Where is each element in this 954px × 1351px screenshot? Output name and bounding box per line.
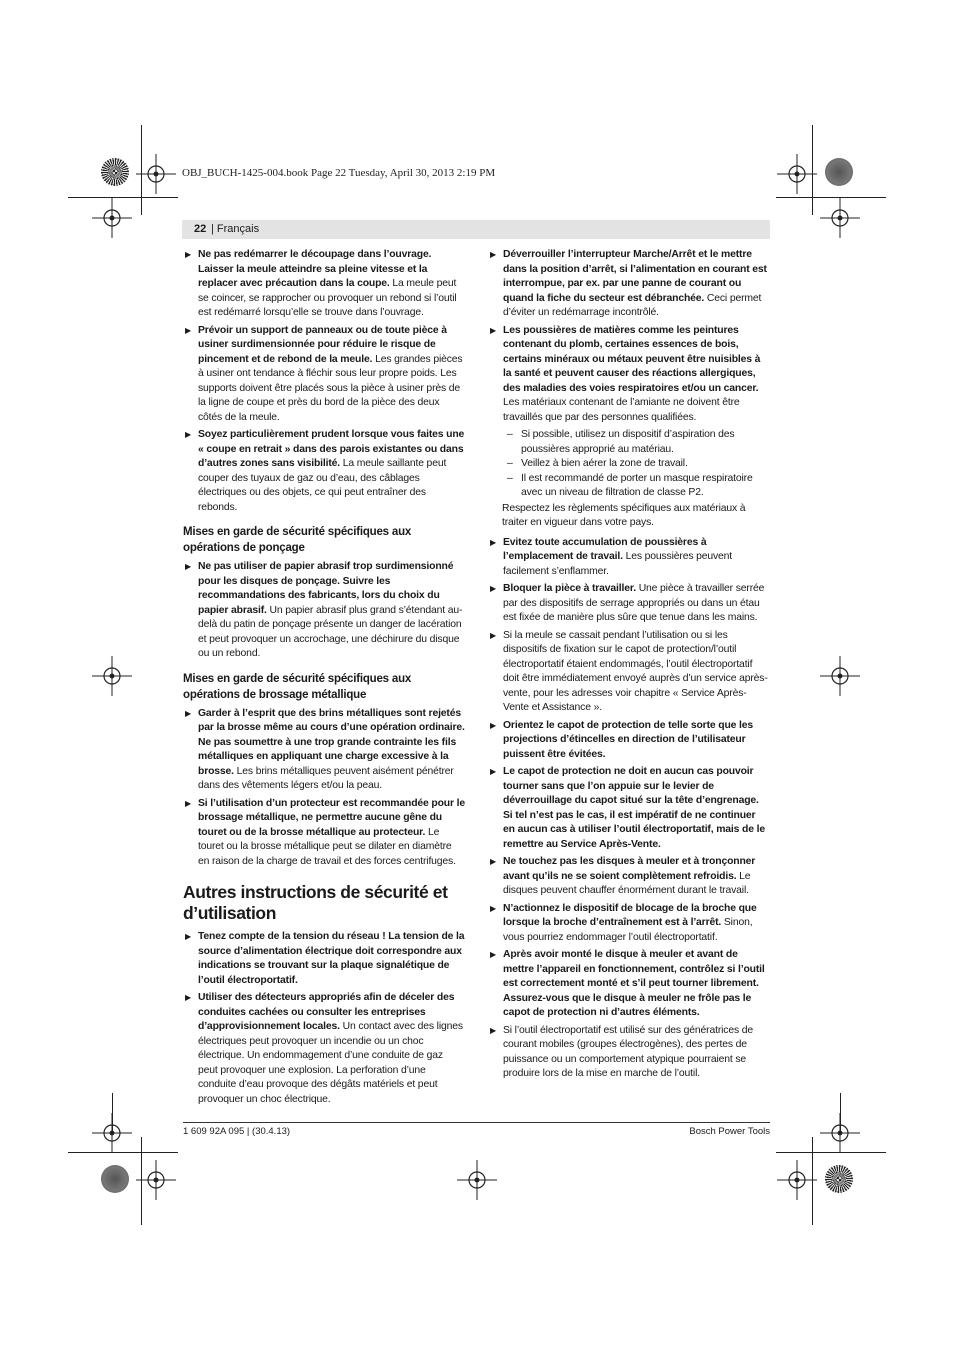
triangle-bullet-icon: ▶ xyxy=(185,993,192,1002)
item-text: Sinon, vous pourriez endommager l’outil électroportatif. xyxy=(503,917,753,943)
list-group xyxy=(488,536,770,1082)
list-group xyxy=(183,248,465,515)
item-text: La meule peut se coincer, se rapprocher ou provoquer un rebond si l’outil est redémarré lorsqu’elle se trouve dans l’ouvrage. xyxy=(198,278,457,318)
item-text: Les poussières peuvent facilement s’enflammer. xyxy=(503,551,733,577)
heading-other-instructions: Autres instructions de sécurité et d’utilisation xyxy=(183,882,448,923)
page-header-bar xyxy=(182,220,770,239)
registration-crosshair-icon xyxy=(777,154,817,194)
triangle-bullet-icon: ▶ xyxy=(185,250,192,259)
triangle-bullet-icon: ▶ xyxy=(490,903,497,913)
registration-crosshair-icon xyxy=(777,1160,817,1200)
triangle-bullet-icon: ▶ xyxy=(185,325,192,335)
dash-item: – Veillez à bien aérer la zone de travail. xyxy=(507,458,688,469)
list-group xyxy=(183,560,465,662)
list-item xyxy=(183,248,465,321)
list-item xyxy=(488,582,770,626)
material-note: Respectez les règlements spécifiques aux matériaux à traiter en vigueur dans votre pays. xyxy=(502,502,746,528)
item-bold-text: N’actionnez le dispositif de blocage de la broche que lorsque la broche d’entraînement est à l’arrêt. xyxy=(503,902,757,928)
registration-crosshair-icon xyxy=(457,1160,497,1200)
list-item xyxy=(488,1024,770,1082)
heading-sanding: Mises en garde de sécurité spécifiques aux opérations de ponçage xyxy=(183,526,412,554)
item-text: Le touret ou la brosse métallique peut se dilater en diamètre en raison de la charge de travail et des forces centrifuges. xyxy=(198,826,456,867)
color-wheel-icon xyxy=(101,1165,129,1193)
list-item xyxy=(183,324,465,426)
list-item xyxy=(488,248,770,321)
item-text: Le disques peuvent chauffer énormément durant le travail. xyxy=(503,870,751,896)
item-bold-text: Après avoir monté le disque à meuler et avant de mettre l’appareil en fonctionnement, contrôlez si l’outil est correctement monté et s’il peut tourner librement. Assurez-vous que le disque à meuler ne frôle pas le capot de protection ni d’autres éléments. xyxy=(503,949,765,1018)
list-item xyxy=(488,629,770,716)
color-wheel-icon xyxy=(825,158,853,186)
registration-crosshair-icon xyxy=(92,198,132,238)
list-item xyxy=(183,930,465,988)
item-bold-text: Ne pas utiliser de papier abrasif trop surdimensionné pour les disques de ponçage. Suivre les recommandations des fabricants, lors du choix du papier abrasif. xyxy=(198,561,454,616)
triangle-bullet-icon: ▶ xyxy=(490,950,497,959)
registration-crosshair-icon xyxy=(92,1113,132,1153)
item-text: Les grandes pièces à usiner ont tendance à fléchir sous leur propre poids. Les supports doivent être placés sous la pièce à usiner près de la ligne de coupe et près du bord de la pièce des deux côtés de la meule. xyxy=(198,353,463,423)
left-column xyxy=(183,248,465,1110)
list-item xyxy=(488,536,770,580)
footer-document-number: 1 609 92A 095 | (30.4.13) xyxy=(183,1126,291,1137)
item-text: Un contact avec des lignes électriques peut provoquer un incendie ou un choc électrique. Un endommagement d’une conduite de gaz peut provoquer une explosion. La perforation d’une conduite d’eau provoque des dégâts matériels et peut provoquer un choc électrique. xyxy=(198,1021,463,1105)
registration-crosshair-icon xyxy=(136,1160,176,1200)
item-bold-text: Prévoir un support de panneaux ou de toute pièce à usiner surdimensionnée pour réduire le risque de pincement et de rebond de la meule. xyxy=(198,324,447,365)
triangle-bullet-icon: ▶ xyxy=(185,798,192,808)
page-number: 22 xyxy=(194,223,207,235)
registration-crosshair-icon xyxy=(136,154,176,194)
registration-crosshair-icon xyxy=(820,198,860,238)
item-bold-text: Garder à l’esprit que des brins métalliques sont rejetés par la brosse même au cours d’une opération ordinaire. Ne pas soumettre à une trop grande contrainte les fils métalliques en appliquant une charge excessive à la brosse. xyxy=(198,707,465,777)
color-wheel-icon xyxy=(101,158,129,186)
triangle-bullet-icon: ▶ xyxy=(490,537,497,547)
dash-item: – Il est recommandé de porter un masque respiratoire avec un niveau de filtration de classe P2. xyxy=(507,472,753,498)
footer-rule xyxy=(183,1122,770,1123)
right-column xyxy=(488,248,770,1085)
triangle-bullet-icon: ▶ xyxy=(185,430,192,439)
list-group xyxy=(488,248,770,425)
heading-brushing: Mises en garde de sécurité spécifiques aux opérations de brossage métallique xyxy=(183,672,412,701)
list-item xyxy=(488,855,770,899)
list-item xyxy=(183,991,465,1107)
triangle-bullet-icon: ▶ xyxy=(490,767,497,776)
item-bold-text: Utiliser des détecteurs appropriés afin de déceler des conduites cachées ou consulter les entreprises d’approvisionnement locales. xyxy=(198,992,455,1032)
triangle-bullet-icon: ▶ xyxy=(185,708,192,718)
book-header: OBJ_BUCH-1425-004.book Page 22 Tuesday, April 30, 2013 2:19 PM xyxy=(182,167,496,179)
footer-brand: Bosch Power Tools xyxy=(689,1126,770,1137)
item-bold-text: Si l’utilisation d’un protecteur est recommandée pour le brossage métallique, ne permettre aucune gêne du touret ou de la brosse métallique au protecteur. xyxy=(198,797,466,838)
item-text: Les matériaux contenant de l’amiante ne doivent être travaillés que par des personnes qualifiées. xyxy=(503,397,740,423)
item-bold-text: Ne touchez pas les disques à meuler et à tronçonner avant qu’ils ne se soient complètement refroidis. xyxy=(503,856,756,882)
triangle-bullet-icon: ▶ xyxy=(185,562,192,571)
dash-item: – Si possible, utilisez un dispositif d’aspiration des poussières approprié au matériau. xyxy=(507,429,735,455)
item-text: La meule saillante peut couper des tuyaux de gaz ou d’eau, des câblages électriques ou des objets, ce qui peut entraîner des rebonds. xyxy=(198,458,447,513)
list-group xyxy=(183,707,465,870)
triangle-bullet-icon: ▶ xyxy=(490,857,497,866)
item-bold-text: Le capot de protection ne doit en aucun cas pouvoir tourner sans que l’on appuie sur le levier de déverrouillage du capot situé sur la tête d’engrenage. Si tel n’est pas le cas, il est impératif de ne continuer en aucun cas à utiliser l’outil électroportatif, mais de le remettre au Service Après-Vente. xyxy=(503,766,765,850)
triangle-bullet-icon: ▶ xyxy=(490,1025,497,1035)
triangle-bullet-icon: ▶ xyxy=(490,630,497,640)
triangle-bullet-icon: ▶ xyxy=(185,932,192,941)
triangle-bullet-icon: ▶ xyxy=(490,250,497,259)
list-item xyxy=(488,948,770,1021)
item-bold-text: Bloquer la pièce à travailler. xyxy=(503,583,636,594)
item-text: Un papier abrasif plus grand s’étendant au-delà du patin de ponçage présente un danger de lacération et peut provoquer un accrochage, une déchirure du disque ou un rebond. xyxy=(198,604,463,659)
item-text: Une pièce à travailler serrée par des dispositifs de serrage appropriés ou dans un étau est fixée de manière plus sûre que tenue dans les mains. xyxy=(503,583,765,623)
registration-crosshair-icon xyxy=(92,656,132,696)
list-item xyxy=(488,902,770,946)
triangle-bullet-icon: ▶ xyxy=(490,584,497,593)
list-item xyxy=(488,765,770,852)
item-bold-text: Orientez le capot de protection de telle sorte que les projections d’étincelles en direction de l’utilisateur puissent être évitées. xyxy=(503,719,753,760)
item-bold-text: Les poussières de matières comme les peintures contenant du plomb, certaines essences de bois, certains minéraux ou métaux peuvent être nuisibles à la santé et peuvent causer des réactions allergiques, des maladies des voies respiratoires et/ou un cancer. xyxy=(503,324,761,394)
item-bold-text: Déverrouiller l’interrupteur Marche/Arrêt et le mettre dans la position d’arrêt, si l’alimentation en courant est interrompue, par ex. par une panne de courant ou quand la fiche du secteur est débranchée. xyxy=(503,249,767,304)
item-bold-text: Ne pas redémarrer le découpage dans l’ouvrage. Laisser la meule atteindre sa pleine vitesse et la replacer avec précaution dans la coupe. xyxy=(198,249,432,289)
registration-crosshair-icon xyxy=(820,656,860,696)
list-item xyxy=(183,797,465,870)
list-item xyxy=(183,428,465,515)
color-wheel-icon xyxy=(825,1165,853,1193)
list-item xyxy=(183,560,465,662)
item-bold-text: Evitez toute accumulation de poussières à l’emplacement de travail. xyxy=(503,536,707,562)
triangle-bullet-icon: ▶ xyxy=(490,720,497,730)
list-group xyxy=(183,930,465,1107)
list-item xyxy=(488,719,770,763)
list-item xyxy=(183,707,465,794)
section-language: | Français xyxy=(211,223,260,235)
list-item xyxy=(488,324,770,426)
item-text: Si l’outil électroportatif est utilisé sur des génératrices de courant mobiles (groupes électrogènes), des pertes de puissance ou un comportement atypique pourraient se produire lors de la mise en marche de l’outil. xyxy=(503,1024,754,1079)
item-bold-text: Tenez compte de la tension du réseau ! La tension de la source d’alimentation électrique doit correspondre aux indications se trouvant sur la plaque signalétique de l’outil électroportatif. xyxy=(198,931,465,986)
item-text: Les brins métalliques peuvent aisément pénétrer dans des vêtements légers et/ou la peau. xyxy=(198,765,454,791)
item-text: Si la meule se cassait pendant l’utilisation ou si les dispositifs de fixation sur le capot de protection/l’outil électroportatif étaient endommagés, l’outil électroportatif doit être immédiatement envoyé auprès d’un service après-vente, pour les adresses voir chapitre « Service Après-Vente et Assistance ». xyxy=(503,629,768,713)
item-text: Ceci permet d’éviter un redémarrage incontrôlé. xyxy=(503,292,762,318)
triangle-bullet-icon: ▶ xyxy=(490,325,497,335)
registration-crosshair-icon xyxy=(820,1113,860,1153)
item-bold-text: Soyez particulièrement prudent lorsque vous faites une « coupe en retrait » dans des parois existantes ou dans d’autres zones sans visibilité. xyxy=(198,429,465,469)
